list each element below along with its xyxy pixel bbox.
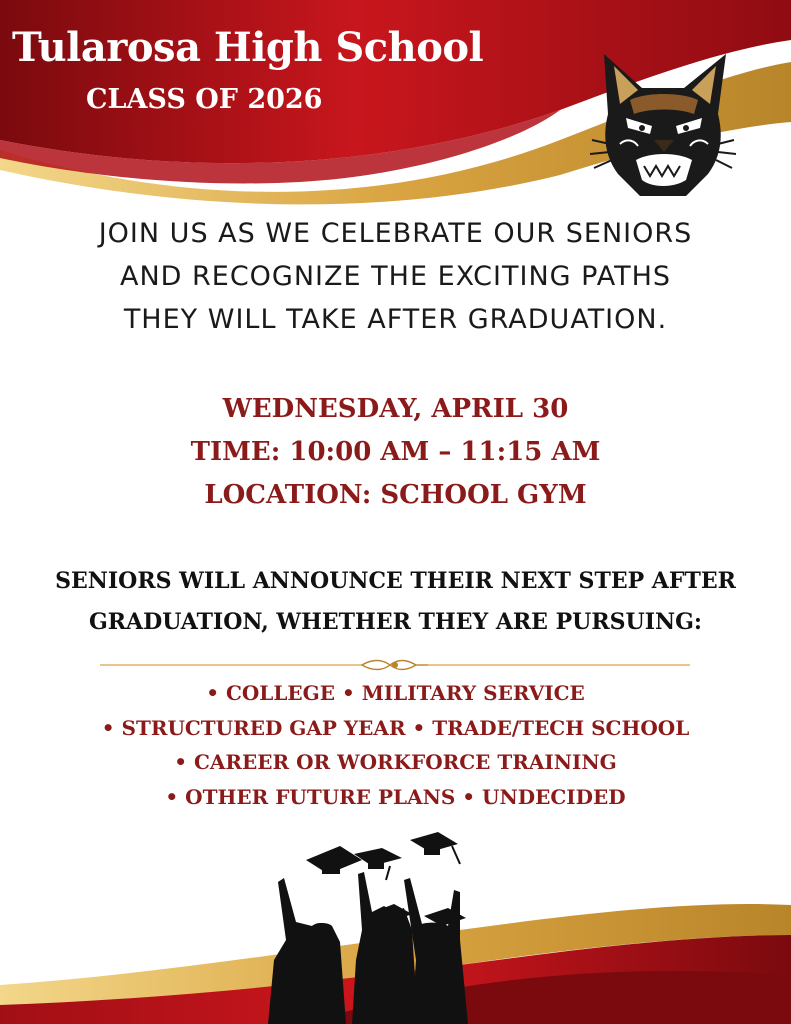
announcement-line-2: GRADUATION, WHETHER THEY ARE PURSUING:: [88, 609, 703, 635]
intro-line-2: AND RECOGNIZE THE EXCITING PATHS: [119, 261, 672, 292]
intro-text: [0, 212, 791, 341]
school-name: Tularosa High School: [12, 24, 484, 71]
options-line-4: • OTHER FUTURE PLANS • UNDECIDED: [165, 784, 626, 809]
announcement-line-1: SENIORS WILL ANNOUNCE THEIR NEXT STEP AFTER: [55, 568, 736, 594]
options-line-2: • STRUCTURED GAP YEAR • TRADE/TECH SCHOOL: [101, 715, 690, 740]
event-time: TIME: 10:00 AM – 11:15 AM: [190, 437, 601, 467]
graduates-silhouette-icon: [262, 830, 492, 1024]
class-year: CLASS OF 2026: [86, 84, 323, 115]
future-options-list: [0, 676, 791, 814]
event-details: [0, 388, 791, 517]
announcement-text: [0, 561, 791, 643]
ornamental-divider-icon: [100, 657, 690, 673]
intro-line-3: THEY WILL TAKE AFTER GRADUATION.: [123, 304, 668, 335]
event-location: LOCATION: SCHOOL GYM: [204, 480, 587, 510]
bobcat-mascot-icon: [590, 48, 736, 200]
intro-line-1: JOIN US AS WE CELEBRATE OUR SENIORS: [98, 218, 693, 249]
options-line-1: • COLLEGE • MILITARY SERVICE: [206, 681, 585, 705]
options-line-3: • CAREER OR WORKFORCE TRAINING: [174, 750, 617, 774]
event-date: WEDNESDAY, APRIL 30: [222, 394, 569, 424]
